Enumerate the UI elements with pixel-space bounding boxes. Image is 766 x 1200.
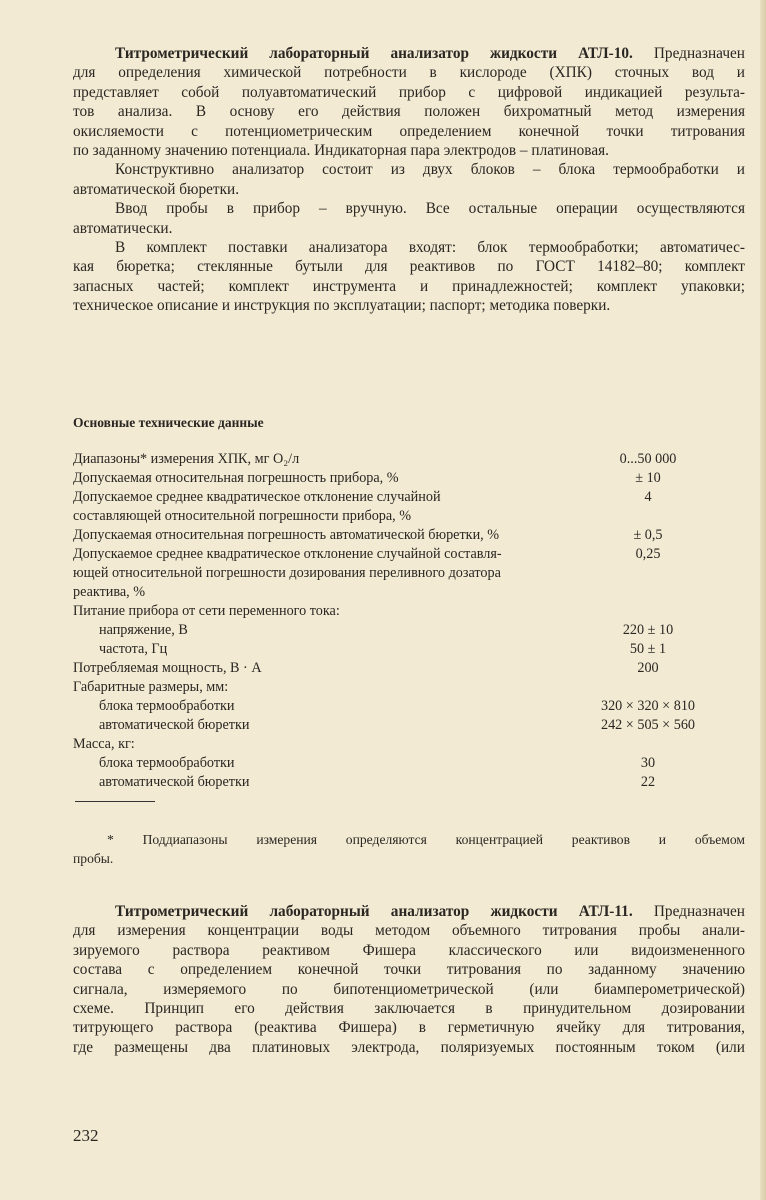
spec-label: блока термообработки xyxy=(99,755,235,771)
text-line xyxy=(73,257,745,276)
spec-row xyxy=(73,526,745,545)
spec-value: 200 xyxy=(637,660,659,676)
line-text: сигнала, измеряемого по бипотенциометрической (или биамперометрической) xyxy=(73,980,745,998)
line-text: Предназначен xyxy=(653,45,745,62)
spec-row xyxy=(73,450,745,469)
text-line xyxy=(73,160,745,179)
spec-label: Питание прибора от сети переменного тока: xyxy=(73,603,340,619)
text-line xyxy=(73,219,745,238)
text-line xyxy=(73,941,745,960)
line-text: по заданному значению потенциала. Индикаторная пара электродов – платиновая. xyxy=(73,141,609,159)
text-line xyxy=(73,277,745,296)
spec-value: 0,25 xyxy=(635,546,661,562)
text-line xyxy=(73,238,745,257)
line-text: титрующего раствора (реактива Фишера) в герметичную ячейку для титрования, xyxy=(73,1019,745,1037)
spec-value xyxy=(573,735,723,754)
spec-value xyxy=(573,678,723,697)
spec-label: Допускаемое среднее квадратическое отклонение случайной xyxy=(73,489,441,505)
spec-label: Потребляемая мощность, В · А xyxy=(73,660,262,676)
spec-value: 0...50 000 xyxy=(619,451,677,467)
page-number: 232 xyxy=(73,1126,99,1145)
spec-row xyxy=(73,754,745,773)
spec-label: составляющей относительной погрешности прибора, % xyxy=(73,508,412,524)
section-atl-10 xyxy=(73,44,745,315)
spec-row xyxy=(73,697,745,716)
text-line xyxy=(73,199,745,218)
spec-value: ± 10 xyxy=(635,470,661,486)
spec-label: реактива, % xyxy=(73,584,146,600)
spec-row xyxy=(73,488,745,507)
section-atl-11 xyxy=(73,902,745,1057)
technical-specs xyxy=(73,413,745,792)
section-heading: Титрометрический лабораторный анализатор жидкости АТЛ-10. xyxy=(115,45,633,62)
line-text: для измерения концентрации воды методом объемного титрования пробы анали- xyxy=(73,922,745,940)
spec-row xyxy=(73,564,745,583)
spec-value: ± 0,5 xyxy=(633,527,663,543)
text-line xyxy=(73,63,745,82)
spec-label: Допускаемая относительная погрешность прибора, % xyxy=(73,470,399,486)
spec-label: Допускаемая относительная погрешность автоматической бюретки, % xyxy=(73,527,500,543)
footnote-line: пробы. xyxy=(73,851,114,867)
line-text: состава с определением конечной точки титрования по заданному значению xyxy=(73,961,745,979)
spec-row xyxy=(73,621,745,640)
spec-label: Допускаемое среднее квадратическое отклонение случайной составля- xyxy=(73,546,502,562)
line-text: кая бюретка; стеклянные бутыли для реактивов по ГОСТ 14182–80; комплект xyxy=(73,258,745,276)
spec-label: блока термообработки xyxy=(99,698,235,714)
footnote-line: * Поддиапазоны измерения определяются концентрацией реактивов и объемом xyxy=(107,832,745,847)
spec-value: 50 ± 1 xyxy=(629,641,667,657)
spec-value xyxy=(573,602,723,621)
line-text: запасных частей; комплект инструмента и принадлежностей; комплект упаковки; xyxy=(73,277,745,295)
spec-row xyxy=(73,469,745,488)
spec-value xyxy=(573,507,723,526)
spec-label: автоматической бюретки xyxy=(99,717,250,733)
text-line xyxy=(73,921,745,940)
spec-value: 22 xyxy=(640,774,656,790)
spec-value: 242 × 505 × 560 xyxy=(600,717,696,733)
line-text: окисляемости с потенциометрическим определением конечной точки титрования xyxy=(73,122,745,140)
spec-row xyxy=(73,507,745,526)
text-line xyxy=(73,44,745,63)
line-text: представляет собой полуавтоматический прибор с цифровой индикацией результа- xyxy=(73,83,745,101)
spec-label: Габаритные размеры, мм: xyxy=(73,679,229,695)
spec-value: 320 × 320 × 810 xyxy=(600,698,696,714)
line-text: Конструктивно анализатор состоит из двух блоков – блока термообработки и xyxy=(115,161,745,179)
page-edge xyxy=(760,0,766,1200)
spec-row xyxy=(73,735,745,754)
text-line xyxy=(73,1018,745,1037)
footnote xyxy=(73,830,745,869)
text-line xyxy=(73,83,745,102)
spec-label: Масса, кг: xyxy=(73,736,135,752)
footnote-rule xyxy=(75,801,155,802)
spec-row xyxy=(73,716,745,735)
spec-value: 30 xyxy=(640,755,656,771)
line-text: Ввод пробы в прибор – вручную. Все остальные операции осуществляются xyxy=(115,200,745,218)
spec-value: 4 xyxy=(644,489,652,505)
text-line xyxy=(73,102,745,121)
spec-row xyxy=(73,583,745,602)
spec-value xyxy=(573,564,723,583)
line-text: автоматически. xyxy=(73,219,173,237)
text-line xyxy=(73,1038,745,1057)
line-text: В комплект поставки анализатора входят: блок термообработки; автоматичес- xyxy=(115,238,745,256)
spec-row xyxy=(73,545,745,564)
spec-label: напряжение, В xyxy=(99,622,188,638)
text-line xyxy=(73,296,745,315)
text-line xyxy=(73,902,745,921)
spec-label: ющей относительной погрешности дозирования переливного дозатора xyxy=(73,565,501,581)
line-text: где размещены два платиновых электрода, поляризуемых постоянным током (или xyxy=(73,1038,745,1056)
line-text: для определения химической потребности в кислороде (ХПК) сточных вод и xyxy=(73,64,745,82)
text-line xyxy=(73,141,745,160)
text-line xyxy=(73,980,745,999)
line-text: тов анализа. В основу его действия положен бихроматный метод измерения xyxy=(73,103,745,121)
spec-label: Диапазоны* измерения ХПК, мг O₂/л xyxy=(73,451,300,467)
spec-value xyxy=(573,583,723,602)
text-line xyxy=(73,122,745,141)
spec-row xyxy=(73,602,745,621)
line-text: автоматической бюретки. xyxy=(73,180,240,198)
spec-row xyxy=(73,659,745,678)
text-line xyxy=(73,999,745,1018)
spec-value: 220 ± 10 xyxy=(622,622,674,638)
line-text: зируемого раствора реактивом Фишера классического или видоизмененного xyxy=(73,941,745,959)
spec-label: автоматической бюретки xyxy=(99,774,250,790)
line-text: техническое описание и инструкция по эксплуатации; паспорт; методика поверки. xyxy=(73,297,611,315)
line-text: Предназначен xyxy=(653,903,745,920)
spec-row xyxy=(73,773,745,792)
text-line xyxy=(73,180,745,199)
spec-row xyxy=(73,640,745,659)
line-text: схеме. Принцип его действия заключается в принудительном дозировании xyxy=(73,999,745,1017)
spec-row xyxy=(73,678,745,697)
spec-label: частота, Гц xyxy=(99,641,168,657)
section-heading: Титрометрический лабораторный анализатор жидкости АТЛ-11. xyxy=(115,903,633,920)
text-line xyxy=(73,960,745,979)
specs-title: Основные технические данные xyxy=(73,415,264,430)
